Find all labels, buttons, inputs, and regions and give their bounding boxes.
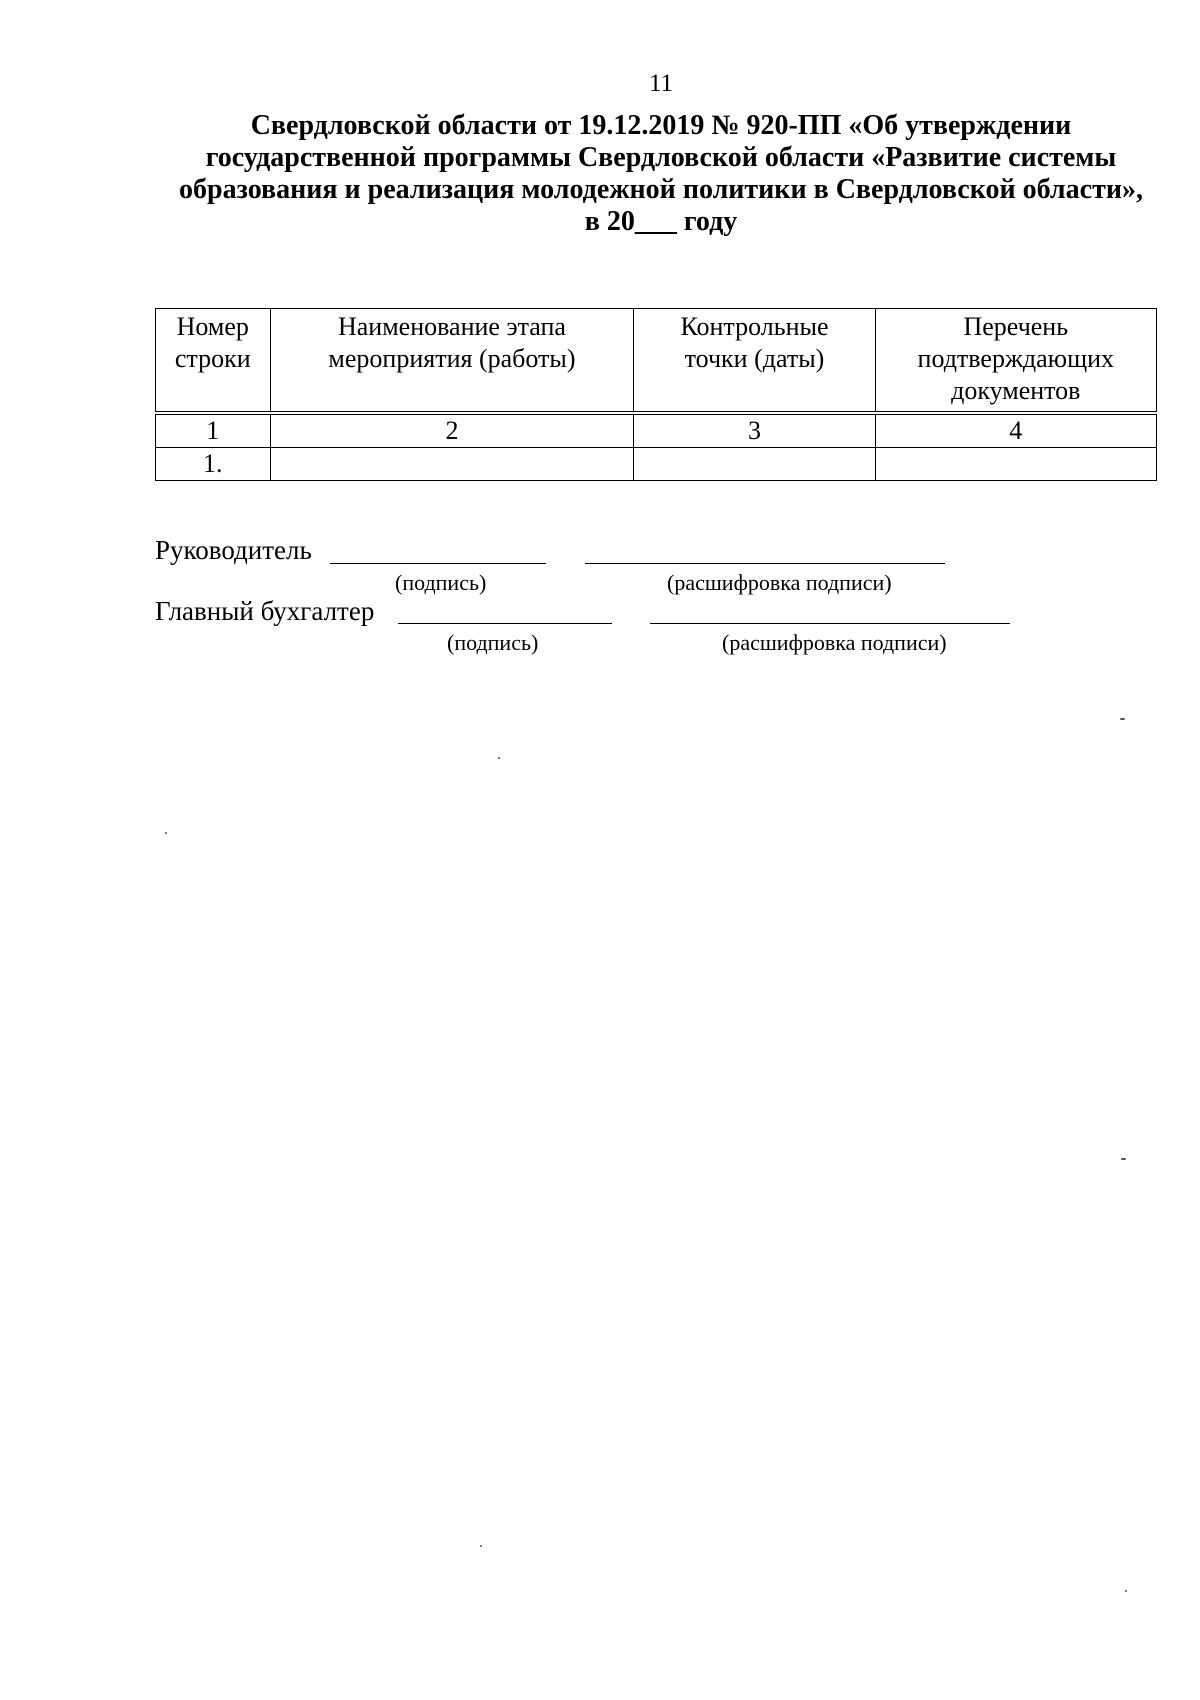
column-number: 1 <box>156 413 271 448</box>
head-signature-caption: (подпись) <box>395 570 487 595</box>
table-cell <box>875 448 1156 481</box>
header-text: мероприятия (работы) <box>328 344 576 373</box>
column-number-row <box>156 413 1157 448</box>
header-text: Контрольные <box>680 312 829 341</box>
header-text: Наименование этапа <box>337 312 566 341</box>
head-decoding-caption: (расшифровка подписи) <box>667 570 892 595</box>
column-number: 3 <box>634 413 875 448</box>
head-signature-label: Руководитель <box>155 535 312 565</box>
accountant-decoding-caption: (расшифровка подписи) <box>722 630 947 655</box>
header-stage-name <box>270 309 634 414</box>
head-decoding-line <box>585 563 945 564</box>
scan-speck <box>1120 718 1125 720</box>
column-number: 4 <box>875 413 1156 448</box>
table-cell: 1. <box>156 448 271 481</box>
scan-speck <box>165 832 167 834</box>
table-cell <box>634 448 875 481</box>
header-text: точки (даты) <box>684 344 825 373</box>
header-text: подтверждающих <box>917 344 1115 373</box>
table-row <box>156 448 1157 481</box>
accountant-signature-caption: (подпись) <box>447 630 539 655</box>
scan-speck <box>1121 1158 1126 1160</box>
head-signature-line <box>330 563 546 564</box>
accountant-signature-label: Главный бухгалтер <box>155 596 375 626</box>
scan-speck <box>1125 1590 1127 1592</box>
control-points-table <box>155 308 1157 481</box>
header-row-number <box>156 309 271 414</box>
accountant-decoding-line <box>650 623 1010 624</box>
header-text: документов <box>951 376 1081 405</box>
header-documents-list <box>875 309 1156 414</box>
header-text: строки <box>174 344 251 373</box>
accountant-signature-line <box>398 623 612 624</box>
heading-line: государственной программы Свердловской области «Развитие системы <box>205 142 1117 173</box>
column-number: 2 <box>270 413 634 448</box>
heading-line: в 20___ году <box>584 206 738 237</box>
table-header-row <box>156 309 1157 414</box>
heading-line: Свердловской области от 19.12.2019 № 920-ПП «Об утверждении <box>250 110 1072 141</box>
document-heading <box>130 110 1192 238</box>
heading-line: образования и реализация молодежной политики в Свердловской области», <box>179 174 1143 205</box>
page-number: 11 <box>648 70 674 97</box>
scan-speck <box>480 1545 482 1547</box>
header-text: Номер <box>176 312 249 341</box>
header-text: Перечень <box>963 312 1069 341</box>
table-cell <box>270 448 634 481</box>
scan-speck <box>498 757 500 759</box>
header-control-points <box>634 309 875 414</box>
